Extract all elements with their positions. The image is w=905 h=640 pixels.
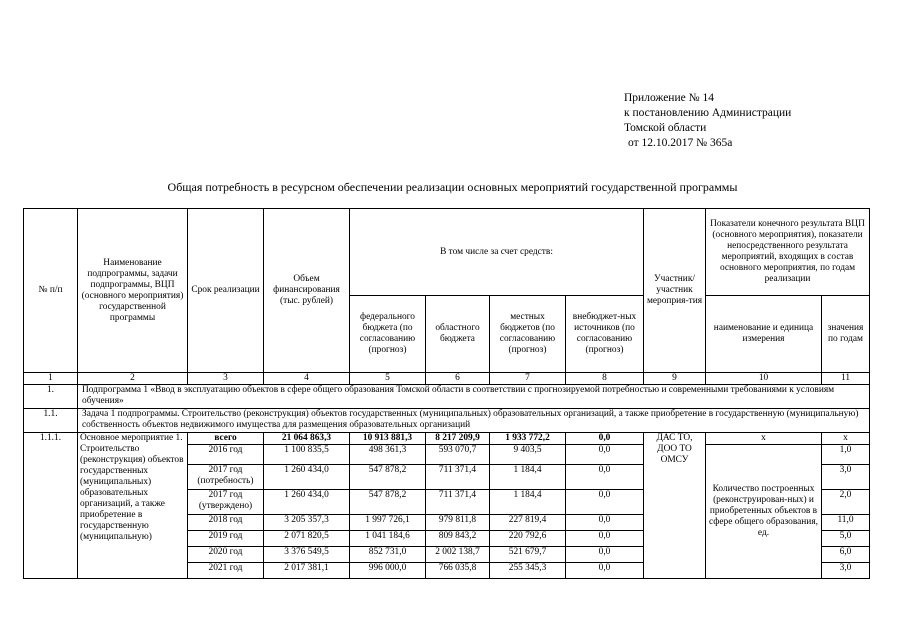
col-number: 2	[78, 373, 188, 385]
col-number: 6	[426, 373, 490, 385]
local-cell: 521 679,7	[490, 547, 566, 563]
period-cell: 2016 год	[188, 445, 264, 465]
header-regional: областного бюджета	[426, 296, 490, 373]
participant-cell: ДАС ТО, ДОО ТО ОМСУ	[644, 433, 706, 579]
volume-cell: 2 071 820,5	[264, 531, 350, 547]
header-participant: Участник/ участник мероприя-тия	[644, 209, 706, 373]
volume-cell: 2 017 381,1	[264, 563, 350, 579]
extra-cell: 0,0	[566, 445, 644, 465]
indicator-value-cell: 11,0	[822, 515, 870, 531]
federal-cell: 10 913 881,3	[350, 433, 426, 445]
appendix-block	[624, 91, 791, 151]
task-num: 1.1.	[24, 409, 78, 433]
volume-cell: 21 064 863,3	[264, 433, 350, 445]
local-cell: 220 792,6	[490, 531, 566, 547]
regional-cell: 8 217 209,9	[426, 433, 490, 445]
indicator-value-cell: 3,0	[822, 563, 870, 579]
federal-cell: 547 878,2	[350, 490, 426, 515]
period-cell: 2017 год (потребность)	[188, 465, 264, 490]
period-cell: 2020 год	[188, 547, 264, 563]
col-number: 7	[490, 373, 566, 385]
extra-cell: 0,0	[566, 547, 644, 563]
header-ind-name: наименование и единица измерения	[706, 296, 822, 373]
subprogram-num: 1.	[24, 385, 78, 409]
task-title: Задача 1 подпрограммы. Строительство (реконструкция) объектов государственных (муниципальных) образовательных организаций, а также приобретение в государственную (муниципальную) собственность объектов недвижимого имущества для размещения образовательных организаций	[78, 409, 870, 433]
local-cell: 255 345,3	[490, 563, 566, 579]
local-cell: 9 403,5	[490, 445, 566, 465]
extra-cell: 0,0	[566, 433, 644, 445]
regional-cell: 979 811,8	[426, 515, 490, 531]
volume-cell: 3 205 357,3	[264, 515, 350, 531]
header-volume: Объем финансирования (тыс. рублей)	[264, 209, 350, 373]
activity-name: Основное мероприятие 1. Строительство (реконструкция) объектов государственных (муниципальных) образовательных организаций, а также приобретение в государственную (муниципальную)	[78, 433, 188, 579]
period-cell: всего	[188, 433, 264, 445]
regional-cell: 711 371,4	[426, 490, 490, 515]
activity-num: 1.1.1.	[24, 433, 78, 579]
col-number: 3	[188, 373, 264, 385]
extra-cell: 0,0	[566, 531, 644, 547]
header-extra: внебюджет-ных источников (по согласованию (прогноз)	[566, 296, 644, 373]
indicator-value-cell: 6,0	[822, 547, 870, 563]
header-including: В том числе за счет средств:	[350, 209, 644, 296]
period-cell: 2021 год	[188, 563, 264, 579]
local-cell: 1 933 772,2	[490, 433, 566, 445]
col-number: 9	[644, 373, 706, 385]
header-name: Наименование подпрограммы, задачи подпрограммы, ВЦП (основного мероприятия) государственной программы	[78, 209, 188, 373]
resource-table	[23, 208, 870, 579]
col-number: 11	[822, 373, 870, 385]
header-term: Срок реализации	[188, 209, 264, 373]
volume-cell: 1 100 835,5	[264, 445, 350, 465]
federal-cell: 498 361,3	[350, 445, 426, 465]
federal-cell: 1 997 726,1	[350, 515, 426, 531]
header-num: № п/п	[24, 209, 78, 373]
header-indicators: Показатели конечного результата ВЦП (основного мероприятия), показатели непосредственного результата мероприятий, входящих в состав основного мероприятия, по годам реализации	[706, 209, 870, 296]
indicator-value-cell: 5,0	[822, 531, 870, 547]
federal-cell: 1 041 184,6	[350, 531, 426, 547]
header-local: местных бюджетов (по согласованию (прогноз)	[490, 296, 566, 373]
indicator-value-cell: 2,0	[822, 490, 870, 515]
indicator-value-cell: 1,0	[822, 445, 870, 465]
indicator-value-cell: 3,0	[822, 465, 870, 490]
regional-cell: 711 371,4	[426, 465, 490, 490]
header-federal: федерального бюджета (по согласованию (прогноз)	[350, 296, 426, 373]
volume-cell: 1 260 434,0	[264, 465, 350, 490]
indicator-name-cell: Количество построенных (реконструирован-ных) и приобретенных объектов в сфере общего образования, ед.	[706, 445, 822, 579]
header-ind-values: значения по годам	[822, 296, 870, 373]
extra-cell: 0,0	[566, 563, 644, 579]
federal-cell: 852 731,0	[350, 547, 426, 563]
col-number: 8	[566, 373, 644, 385]
regional-cell: 766 035,8	[426, 563, 490, 579]
regional-cell: 593 070,7	[426, 445, 490, 465]
indicator-value-cell: х	[822, 433, 870, 445]
volume-cell: 1 260 434,0	[264, 490, 350, 515]
extra-cell: 0,0	[566, 465, 644, 490]
local-cell: 1 184,4	[490, 490, 566, 515]
period-cell: 2019 год	[188, 531, 264, 547]
col-number: 1	[24, 373, 78, 385]
period-cell: 2017 год (утверждено)	[188, 490, 264, 515]
regional-cell: 809 843,2	[426, 531, 490, 547]
appendix-line: от 12.10.2017 № 365а	[628, 137, 733, 149]
appendix-line: Приложение № 14	[624, 92, 714, 104]
federal-cell: 547 878,2	[350, 465, 426, 490]
document-title: Общая потребность в ресурсном обеспечении реализации основных мероприятий государственной программы	[167, 180, 738, 194]
local-cell: 1 184,4	[490, 465, 566, 490]
federal-cell: 996 000,0	[350, 563, 426, 579]
indicator-name-cell: х	[706, 433, 822, 445]
col-number: 10	[706, 373, 822, 385]
local-cell: 227 819,4	[490, 515, 566, 531]
period-cell: 2018 год	[188, 515, 264, 531]
appendix-line: к постановлению Администрации	[624, 107, 792, 119]
appendix-line: Томской области	[624, 122, 707, 134]
subprogram-title: Подпрограмма 1 «Ввод в эксплуатацию объектов в сфере общего образования Томской области в соответствии с прогнозируемой потребностью и современными требованиями к условиям обучения»	[78, 385, 870, 409]
regional-cell: 2 002 138,7	[426, 547, 490, 563]
col-number: 4	[264, 373, 350, 385]
extra-cell: 0,0	[566, 490, 644, 515]
extra-cell: 0,0	[566, 515, 644, 531]
volume-cell: 3 376 549,5	[264, 547, 350, 563]
col-number: 5	[350, 373, 426, 385]
